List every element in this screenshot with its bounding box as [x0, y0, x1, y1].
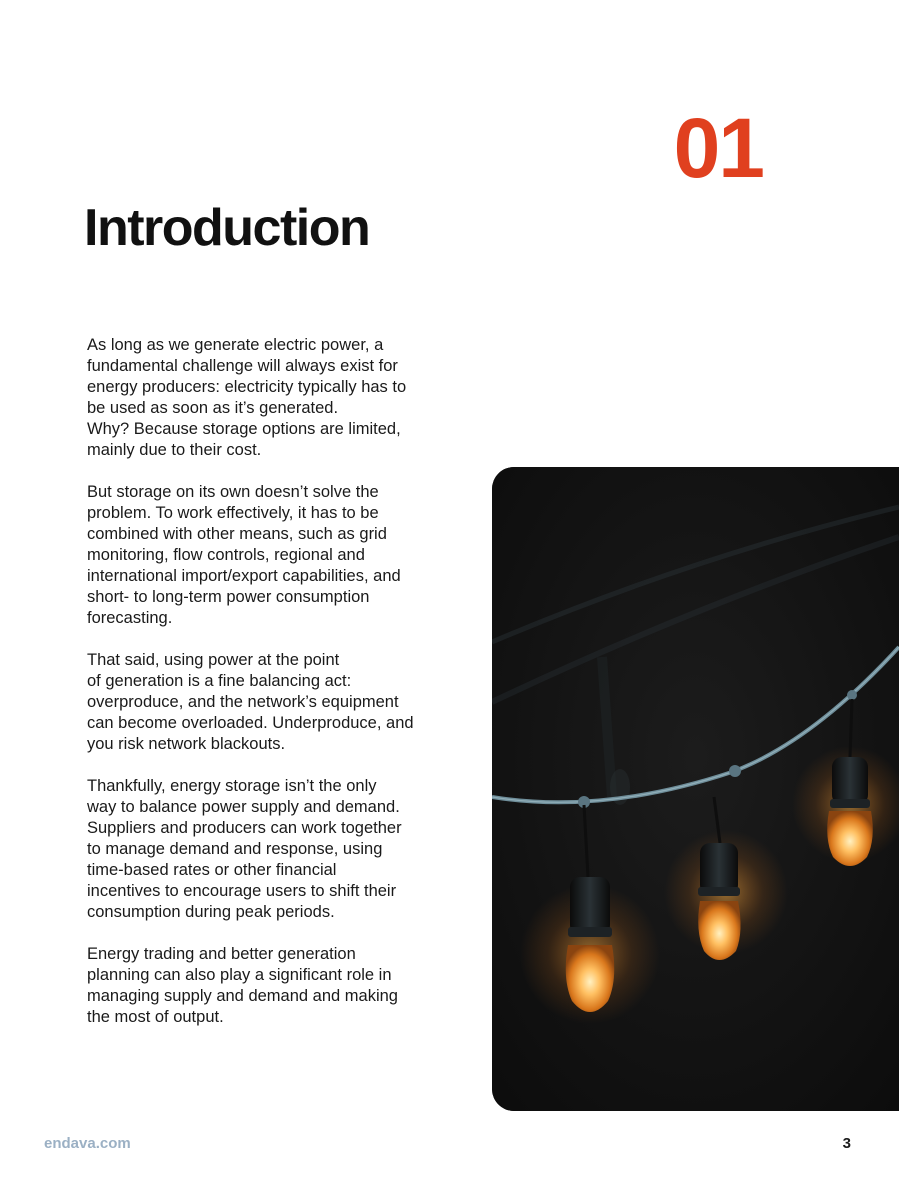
paragraph-4: Thankfully, energy storage isn’t the only way to balance power supply and demand. Suppliers and producers can work together to manage demand and response, using time-based rates or other financial incentives to encourage users to shift their consumption during peak periods.: [87, 777, 402, 921]
paragraph-3: That said, using power at the point of generation is a fine balancing act: overproduce, and the network’s equipment can become overloaded. Underproduce, and you risk network blackouts.: [87, 651, 414, 753]
page-title: Introduction: [84, 199, 370, 257]
paragraph-2: But storage on its own doesn’t solve the problem. To work effectively, it has to be combined with other means, such as grid monitoring, flow controls, regional and international import/export capabilities, and short- to long-term power consumption forecasting.: [87, 483, 401, 627]
paragraph-5: Energy trading and better generation planning can also play a significant role in managing supply and demand and making the most of output.: [87, 945, 398, 1026]
body-text: [87, 335, 439, 1049]
string-lights-photo: [492, 467, 899, 1111]
footer-site-link[interactable]: endava.com: [44, 1135, 131, 1152]
page-number: 3: [842, 1135, 851, 1152]
section-number: 01: [673, 101, 763, 195]
paragraph-1: As long as we generate electric power, a fundamental challenge will always exist for energy producers: electricity typically has to be used as soon as it’s generated. Why? Because storage options are limited, mainly due to their cost.: [87, 336, 407, 459]
